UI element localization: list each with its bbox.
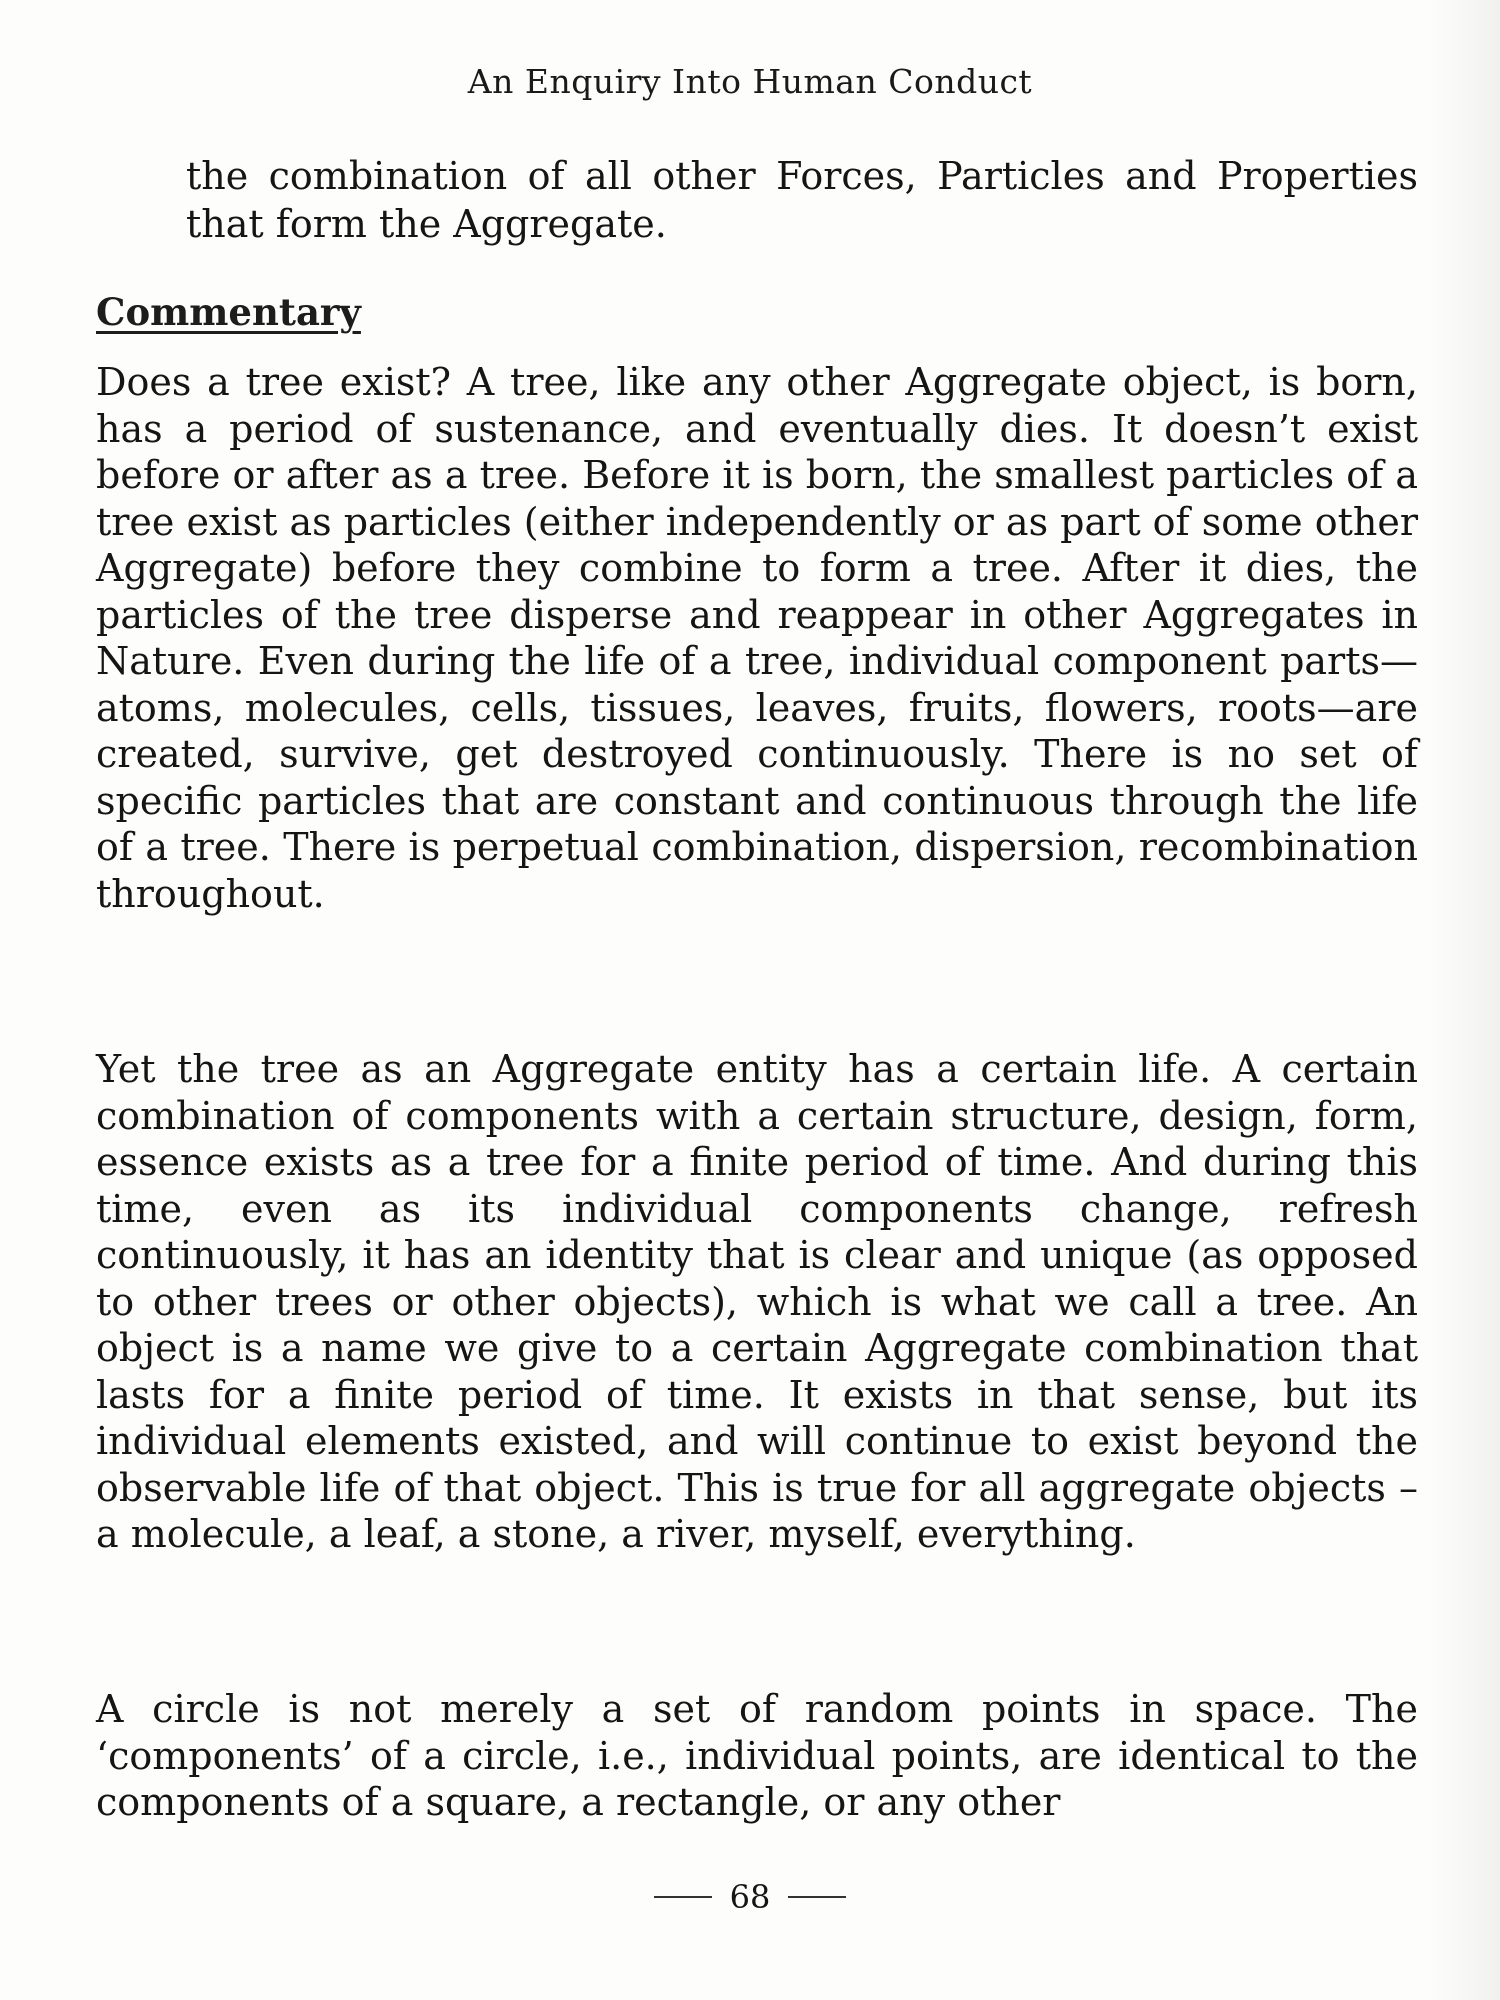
- body-paragraph: A circle is not merely a set of random points in space. The ‘components’ of a circle, i.e., individual points, are identical to the components of a square, a rectangle, or any other: [96, 1687, 1418, 1824]
- folio-dash-right: [788, 1896, 846, 1898]
- page-number: 68: [729, 1878, 771, 1916]
- page-footer: [0, 1878, 1500, 1916]
- folio-dash-left: [654, 1896, 712, 1898]
- running-header: An Enquiry Into Human Conduct: [467, 62, 1033, 101]
- continuation-paragraph: the combination of all other Forces, Particles and Properties that form the Aggregate.: [186, 154, 1418, 246]
- section-heading: Commentary: [96, 290, 361, 334]
- body-paragraph: Yet the tree as an Aggregate entity has a certain life. A certain combination of components with a certain structure, design, form, essence exists as a tree for a finite period of time. And during this time, even as its individual components change, refresh continuously, it has an identity that is clear and unique (as opposed to other trees or other objects), which is what we call a tree. An object is a name we give to a certain Aggregate combination that lasts for a finite period of time. It exists in that sense, but its individual elements existed, and will continue to exist beyond the observable life of that object. This is true for all aggregate objects – a molecule, a leaf, a stone, a river, myself, everything.: [96, 1047, 1418, 1556]
- body-paragraph: Does a tree exist? A tree, like any other Aggregate object, is born, has a period of sustenance, and eventually dies. It doesn’t exist before or after as a tree. Before it is born, the smallest particles of a tree exist as particles (either independently or as part of some other Aggregate) before they combine to form a tree. After it dies, the particles of the tree disperse and reappear in other Aggregates in Nature. Even during the life of a tree, individual component parts—atoms, molecules, cells, tissues, leaves, fruits, flowers, roots—are created, survive, get destroyed continuously. There is no set of specific particles that are constant and continuous through the life of a tree. There is perpetual combination, dispersion, recombination throughout.: [96, 360, 1418, 916]
- page-edge-shadow: [1430, 0, 1500, 2000]
